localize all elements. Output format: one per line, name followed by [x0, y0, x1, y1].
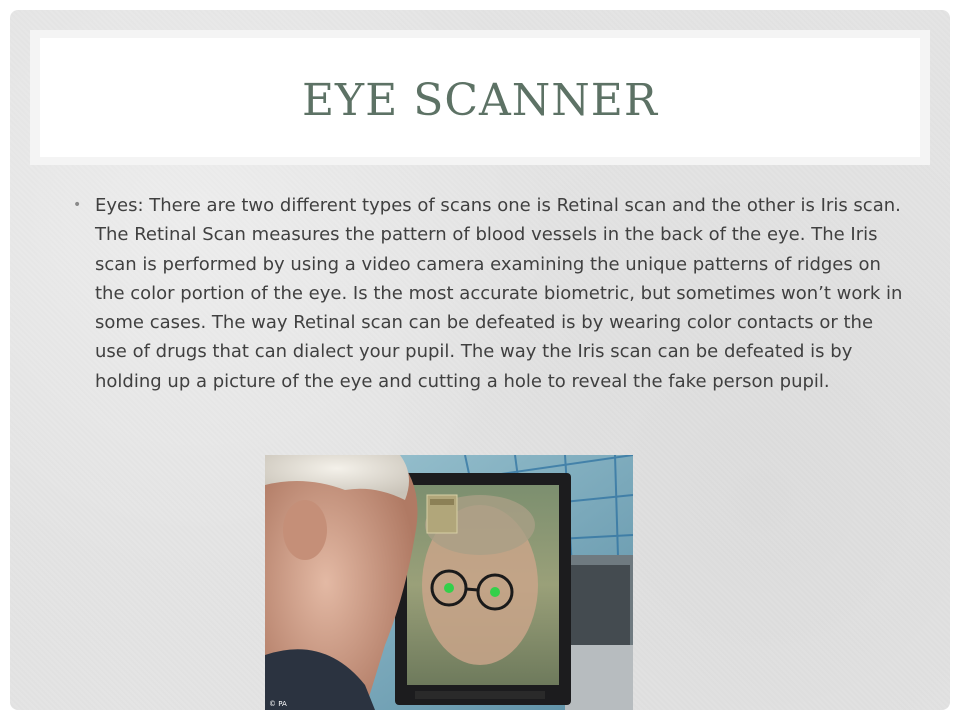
title-box [40, 38, 920, 157]
eye-scanner-illustration [265, 455, 633, 710]
slide-title: EYE SCANNER [301, 75, 659, 126]
bullet-text: Eyes: There are two different types of scans one is Retinal scan and the other is Iris scan. The Retinal Scan measures the pattern of blood vessels in the back of the eye. The Iris scan is performed by using a video camera examining the unique patterns of ridges on the color portion of the eye. Is the most accurate biometric, but sometimes won’t work in some cases. The way Retinal scan can be defeated is by wearing color contacts or the use of drugs that can dialect your pupil. The way the Iris scan can be defeated is by holding up a picture of the eye and cutting a hole to reveal the fake person pupil. [95, 195, 903, 392]
bullet-icon: • [73, 197, 82, 213]
eye-scanner-photo [265, 455, 633, 710]
bullet-item [73, 191, 923, 396]
slide-background [10, 10, 950, 710]
photo-credit: © PA [269, 700, 287, 708]
